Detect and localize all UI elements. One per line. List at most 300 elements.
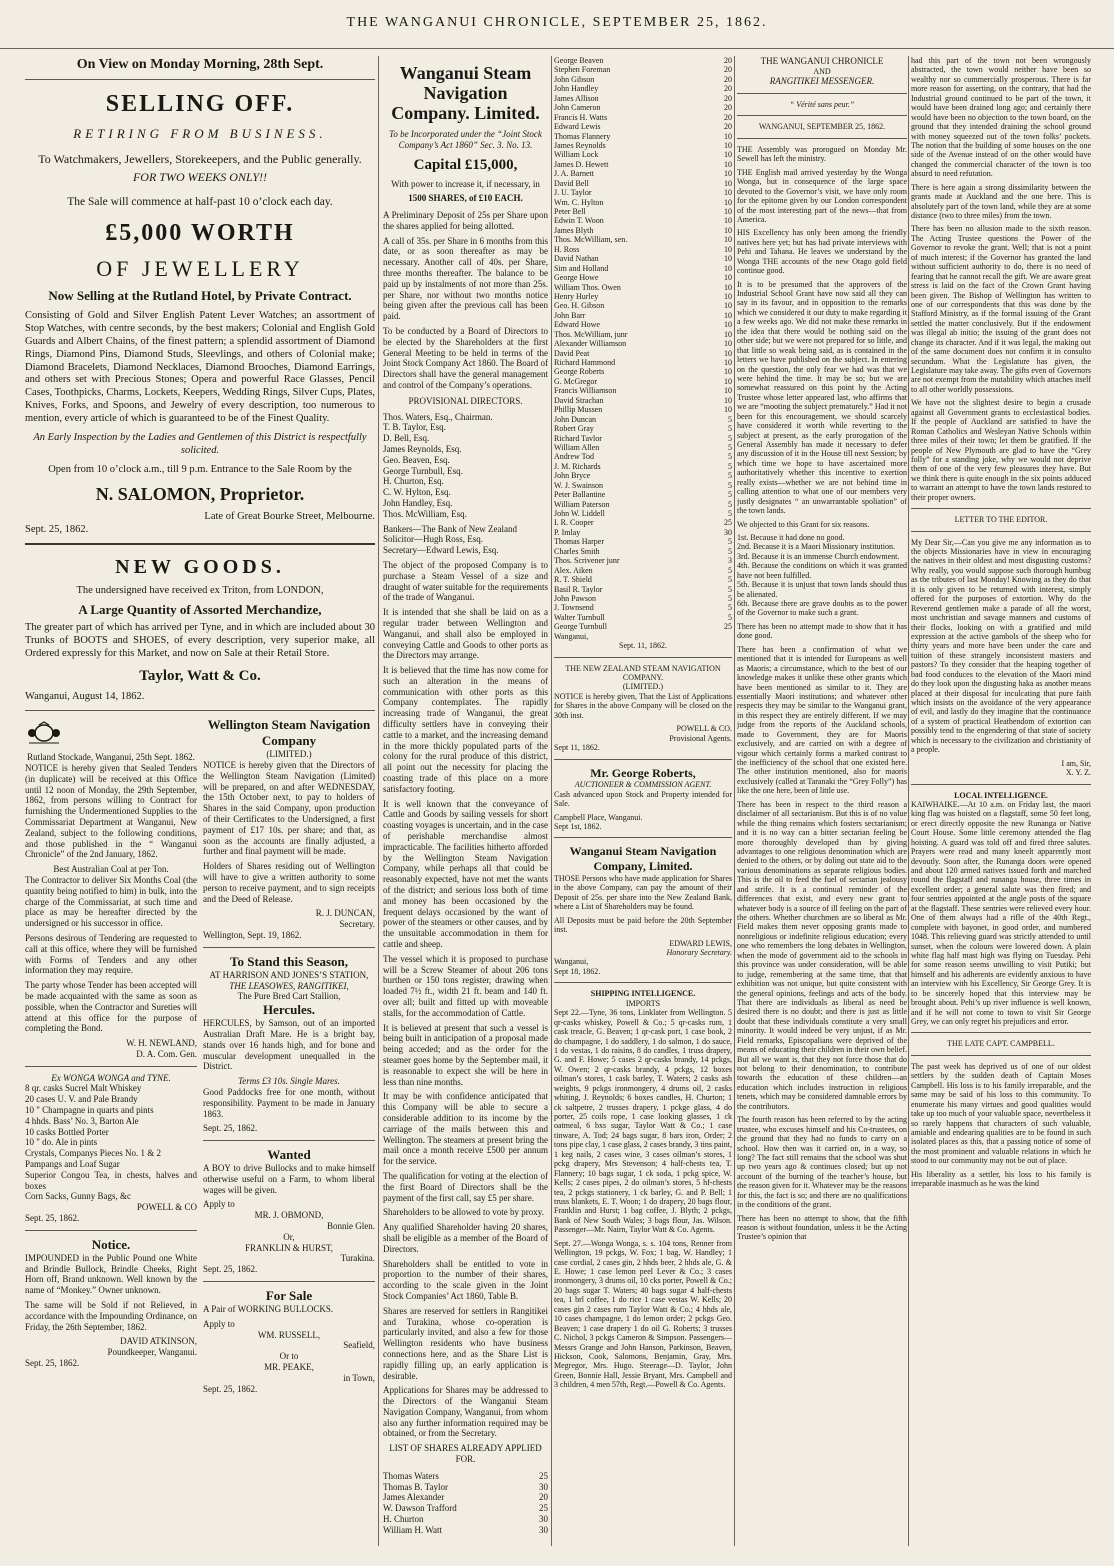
share-row <box>554 311 732 320</box>
editorial-para-10: There has been no attempt to show, that the fifth reason is without foundation, unless it be the Acting Trustee’s opinion that <box>737 1213 907 1242</box>
allowed: Shareholders to be allowed to vote by proxy. <box>383 1207 544 1218</box>
share-row <box>554 339 732 348</box>
list-title: LIST OF SHARES ALREADY APPLIED FOR. <box>389 1443 542 1465</box>
wonga-item: Pampangs and Loaf Sugar <box>25 1159 120 1170</box>
share-name: George Howe <box>554 273 599 283</box>
share-name: P. Imlay <box>554 527 581 537</box>
divider <box>25 543 375 545</box>
jewellery-worth: £5,000 WORTH <box>105 220 295 247</box>
share-row <box>554 254 732 263</box>
selling-now: Now Selling at the Rutland Hotel, by Private Contract. <box>48 287 352 303</box>
nz-powell: POWELL & CO. <box>676 724 732 734</box>
nz-date: Sept 11, 1862. <box>554 743 600 753</box>
duncan-role: Secretary. <box>339 919 375 930</box>
divider <box>554 759 732 760</box>
share-row <box>554 56 732 65</box>
director-item: George Turnbull, Esq. <box>383 465 463 476</box>
wsnc-power: With power to increase it, if necessary, in <box>391 179 540 190</box>
share-row <box>554 509 732 518</box>
divider <box>911 1032 1091 1033</box>
paper-title: THE WANGANUI CHRONICLE <box>760 56 884 66</box>
share-row <box>554 386 732 395</box>
share-row <box>554 320 732 329</box>
share-name: John Barr <box>554 310 586 320</box>
shipping-title: SHIPPING INTELLIGENCE. <box>590 989 696 999</box>
roberts-role: AUCTIONEER & COMMISSION AGENT. <box>574 780 712 790</box>
paddocks: Good Paddocks free for one month, without responsibility. Payment to be made in January 1863. <box>203 1086 375 1119</box>
received: The undersigned have received ex Triton, from LONDON, <box>76 585 324 597</box>
share-row <box>554 405 732 414</box>
provisional-directors: PROVISIONAL DIRECTORS. <box>408 395 523 406</box>
share-amount: 10 <box>724 197 732 207</box>
share-amount: 10 <box>724 358 732 367</box>
share-row <box>554 452 732 461</box>
roberts-body: Cash advanced upon Stock and Property intended for Sale. <box>554 789 732 809</box>
share-name: I. R. Cooper <box>554 518 594 528</box>
share-row <box>554 169 732 178</box>
roberts-title: Mr. George Roberts, <box>590 765 696 780</box>
terms: Terms £3 10s. Single Mares. <box>238 1076 340 1087</box>
share-row <box>554 132 732 141</box>
share-row <box>554 292 732 301</box>
share-name: Phillip Mussen <box>554 405 603 415</box>
share-amount: 5 <box>728 603 732 613</box>
share-name: Richard Hammond <box>554 358 616 367</box>
share-amount: 5 <box>728 442 732 452</box>
share-row <box>554 443 732 452</box>
late-of: Late of Great Bourke Street, Melbourne. <box>204 510 375 522</box>
share-amount: 10 <box>724 140 732 150</box>
share-row <box>554 75 732 84</box>
wsnc-conducted: To be conducted by a Board of Directors to be elected by the Shareholders at the first General Meeting to be held in terms of the Joint Stock Company Act 1860. The Board of Directors shall have the general management and control of the Company’s operations. <box>383 325 548 390</box>
intended: It is intended that she shall be laid on as a regular trader between Wellington and Wanganui, and shall also be employed in conveying Cattle and Goods to other ports as the Directors may arrange. <box>383 607 548 661</box>
wsn-date: Sept 18, 1862. <box>554 966 601 976</box>
share-row <box>554 462 732 471</box>
open-hours: Open from 10 o’clock a.m., till 9 p.m. Entrance to the Sale Room by the <box>48 463 352 475</box>
nz-title: THE NEW ZEALAND STEAM NAVIGATION COMPANY. <box>565 663 721 682</box>
share-row <box>554 330 732 339</box>
director-item: D. Bell, Esq. <box>383 433 430 444</box>
share-row <box>554 301 732 310</box>
share-amount: 10 <box>724 216 732 226</box>
divider <box>203 1281 375 1282</box>
royal-crest-icon <box>25 721 63 745</box>
share-name: W. Dawson Trafford <box>383 1503 457 1514</box>
share-name: Thomas Flannery <box>554 131 611 141</box>
wsnc-title: Wanganui Steam Navigation Company. Limited. <box>391 63 540 123</box>
share-row <box>383 1525 548 1536</box>
wanted-title: Wanted <box>267 1147 311 1163</box>
share-name: James D. Hewett <box>554 159 609 169</box>
proprietor: N. SALOMON, Proprietor. <box>95 483 305 504</box>
share-amount: 20 <box>539 1492 548 1503</box>
motto: “ Vérité sans peur.” <box>789 100 855 110</box>
share-row <box>554 603 732 612</box>
share-name: David Peat <box>554 348 590 358</box>
share-amount: 5 <box>728 480 732 490</box>
share-amount: 10 <box>724 207 732 216</box>
share-row <box>554 226 732 235</box>
share-amount: 5 <box>728 565 732 575</box>
share-row <box>554 566 732 575</box>
share-name: John Bryce <box>554 471 591 481</box>
divider <box>25 1230 197 1231</box>
share-row <box>554 518 732 527</box>
russell-place: Seafield, <box>343 1340 375 1351</box>
share-amount: 5 <box>728 490 732 500</box>
share-amount: 10 <box>724 395 732 405</box>
share-row <box>554 585 732 594</box>
divider <box>737 138 907 139</box>
wsnc-capital: Capital £15,000, <box>413 156 518 173</box>
share-amount: 10 <box>724 150 732 160</box>
selling-off-title: SELLING OFF. <box>105 91 295 118</box>
divider <box>911 531 1091 532</box>
share-row <box>554 273 732 282</box>
leasowes: THE LEASOWES, RANGITIKEI, <box>229 980 349 991</box>
share-amount: 10 <box>724 263 732 273</box>
wellington-notice-2: Holders of Shares residing out of Wellington will have to give a written authority to some person to receive payment, and to sign receipts and the Deed of Release. <box>203 861 375 904</box>
share-name: Walter Turnbull <box>554 612 605 622</box>
letter-sign: I am, Sir, <box>1061 758 1091 768</box>
local-body: KAIWHAIKE.—At 10 a.m. on Friday last, the maori king flag was hoisted on a flagstaff, some 50 feet long, or erect directly opposite the new Runanga or Native Court House. Some little ceremony attended the flag hoisting. A guard was told off and fired three salutes. Prayers were read and many kneelt apparently most devoutly. Soon after, the Runanga doors were opened and about 120 armed natives issued forth and marched round the flagstaff and runanga house, three times in excellent order; a general salute was then fired; and four sentries appointed at the angle posts of the square at the flagstaff. These sentries were relieved every hour. One of them always had a rifle of the 40th Regt., complete with bayonet, in good order, and numbered 1048. This relieving guard was strictly attended to until sunset, when the colours were lowered down. A plain white flag half mast high was flying on Tuesday. Pehi for some reason seems unwilling to visit Putiki; but himself and his adherents are evidently anxious to have an interview with his Excellency, Sir George Grey. It is to be sincerely hoped that this interview may be brought about. Pehi’s up river influence is well known, and if he will not come to town to visit Sir George Grey, we can only regret his prejudices and error. <box>911 799 1091 1026</box>
share-name: John Gibson <box>554 74 595 84</box>
lower-columns <box>25 717 375 1394</box>
share-name: Francis H. Watts <box>554 112 608 122</box>
editorial-para-8: There has been in respect to the third reason a disclaimer of all sectarianism. But this is of no value while the thing remains which fosters sectarianism; and it is no way can a bitter sectarian feeling be more thoroughly developed than by giving advantages to one religious denomination which are denied to the others, or by doling out state aid to the various denominations as separate religious bodies. This is the oil to feed the fuel of sectarian jealousy and strife. It is a continual reminder of the differences that exist, and every new grant to whatever body is a source of ill feeling on the part of the others. Whether churchmen are so liberal as Mr. Field makes them never opposing grants made to nonreligious or indefinite religious education; every one who remembers the long debates in Wellington, when the mode of government aid to the schools in this province was under consideration, will be able to judge, remembering at the same time, that that exhibition was not unique, but quite consistent with the general opinions, feelings and acts of the body. That there are individuals as liberal as need be desired there is no doubt; and there is just as little doubt that these individuals constitute a very small minority. It would indeed be very unjust, if as Mr. Field remarks, Episcopalians were deprived of the means of educating their children in their own belief. But all we want is, that they not force those that do not belong to their denomination, to contribute towards the education of these children—an education which includes instruction in religious tenets, which may be considered damnable errors by the contributors. <box>737 799 907 1111</box>
director-item: James Reynolds, Esq. <box>383 443 462 454</box>
share-row <box>554 65 732 74</box>
share-amount: 5 <box>728 433 732 443</box>
notice-body: IMPOUNDED in the Public Pound one White and Brindle Bullock, Brindle Cheeks, Right Horn off, Brand unknown. Well known by the name of “Monkey.” Owner unknown. <box>25 1252 197 1296</box>
share-amount: 20 <box>724 103 732 113</box>
editorial-para-3: HIS Excellency has only been among the friendly natives here yet; but has had private interviews with Pehi and Tahana. He leaves we understand by the Wonga THE accounts of the new Otago gold field continue good. <box>737 228 907 276</box>
wsnc-call: A call of 35s. per Share in 6 months from this date, or as soon thereafter as may be necessary. Another call of 40s. per Share, three months thereafter. The balance to be paid up by instalments of not more than 25s. per Share, nor without two months notice being given after the previous call has been paid. <box>383 235 548 322</box>
letter-xyz: X. Y. Z. <box>1065 768 1091 778</box>
share-amount: 10 <box>724 178 732 188</box>
vessel: The vessel which it is proposed to purchase will be a Screw Steamer of about 206 tons burthen or 150 tons register, drawing when loaded 7½ ft., width 21 ft. beam and 140 ft. over all; built and fitted up with moveable stalls, for the accommodation of Cattle. <box>383 953 548 1018</box>
share-name: J. M. Richards <box>554 461 601 471</box>
share-amount: 25 <box>539 1503 548 1514</box>
share-row <box>554 179 732 188</box>
share-name: Sim and Holland <box>554 263 609 273</box>
share-amount: 10 <box>724 131 732 141</box>
share-name: J. U. Taylor <box>554 188 592 198</box>
atkinson-role: Poundkeeper, Wanganui. <box>107 1347 197 1358</box>
column-3 <box>554 56 732 1546</box>
letter-title: LETTER TO THE EDITOR. <box>954 515 1048 525</box>
reason-item: 2nd. Because it is a Maori Missionary institution. <box>737 542 895 552</box>
two-weeks: FOR TWO WEEKS ONLY!! <box>132 170 268 185</box>
wsn-lewis: EDWARD LEWIS, <box>669 938 732 948</box>
share-amount: 10 <box>724 376 732 386</box>
reason-item: 1st. Because it had done no good. <box>737 532 845 542</box>
late-title: THE LATE CAPT. CAMPBELL. <box>947 1039 1055 1049</box>
share-name: Peter Ballantine <box>554 490 606 500</box>
share-row <box>554 622 732 631</box>
share-name: John Pawson <box>554 593 597 603</box>
share-row <box>554 424 732 433</box>
date-1: Sept. 25, 1862. <box>25 523 89 535</box>
share-amount: 5 <box>728 546 732 556</box>
share-row <box>554 188 732 197</box>
share-row <box>554 94 732 103</box>
share-name: George Roberts <box>554 367 605 377</box>
roberts-date: Sept 1st, 1862. <box>554 822 602 831</box>
share-amount: 5 <box>728 414 732 424</box>
share-row <box>554 198 732 207</box>
for-sale-body: A Pair of WORKING BULLOCKS. <box>203 1304 334 1315</box>
divider <box>25 710 375 711</box>
late-body: The past week has deprived us of one of our oldest settlers by the sudden death of Captain Moses Campbell. His loss is to his family irreparable, and the same may be said of his loss to this community. To enumerate his many virtues and good qualities would take up too much of your valuable space, nevertheless it so rarely happens that characters of such valuable, amiable and endearing qualities are to be found in such isolated places as this, that a passing notice of some of the most prominent and valuable relations in which he stood to our community may not be out of place. <box>911 1061 1091 1166</box>
divider <box>25 1066 197 1067</box>
share-amount: 10 <box>724 405 732 415</box>
share-name: Richard Tavlor <box>554 433 602 443</box>
share-amount: 5 <box>728 471 732 481</box>
share-amount: 5 <box>728 424 732 434</box>
reason-item: 5th. Because it is unjust that town lands should thus be alienated. <box>737 580 907 599</box>
column-4 <box>737 56 907 1546</box>
share-amount: 30 <box>539 1524 548 1535</box>
wonga-item: 8 qr. casks Sucrel Malt Whiskey <box>25 1083 142 1094</box>
wonga-item: Crystals, Companys Pieces No. 1 & 2 <box>25 1148 161 1159</box>
divider <box>911 784 1091 785</box>
share-name: Thomas Waters <box>383 1470 439 1481</box>
share-row <box>554 575 732 584</box>
firm: Taylor, Watt & Co. <box>139 667 261 684</box>
divider <box>203 947 375 948</box>
column-rule <box>551 56 552 1546</box>
share-name: James Allison <box>554 93 599 103</box>
to-watchmakers: To Watchmakers, Jewellers, Storekeepers, and the Public generally. <box>38 151 362 166</box>
wonga-item: Corn Sacks, Gunny Bags, &c <box>25 1191 131 1202</box>
share-amount: 10 <box>724 348 732 358</box>
date-sale: Sept. 25, 1862. <box>203 1383 258 1394</box>
share-amount: 5 <box>728 593 732 603</box>
nz-limited: (LIMITED.) <box>622 682 664 692</box>
share-row <box>554 556 732 565</box>
share-name: James Reynolds <box>554 140 606 150</box>
share-row <box>383 1492 548 1503</box>
share-row <box>554 396 732 405</box>
wellington-title: Wellington Steam Navigation Company <box>207 717 371 749</box>
editorial-cont-4: We have not the slightest desire to begin a crusade against all Government grants to ecclesiastical bodies. If the people of Auckland are satisfied to have the Roman Catholics and Wesleyan Native Schools within three miles of their town; let them be gratified. If the people of New Plymouth are glad to have the “Grey folly” for a standing joke, why we would not deprive them of one of the very few pleasures they have. But we think there is quite enough in the six points adduced to warrant an attempt to have the town lands restored to their proper owners. <box>911 398 1091 502</box>
share-row <box>554 358 732 367</box>
date-hercules: Sept. 25, 1862. <box>203 1123 258 1134</box>
sale-or: Or to <box>279 1351 299 1362</box>
russell: WM. RUSSELL, <box>257 1329 321 1340</box>
share-name: Charles Smith <box>554 546 600 556</box>
share-name: James Alexander <box>383 1492 445 1503</box>
local-title: LOCAL INTELLIGENCE. <box>954 790 1048 800</box>
share-name: David Strachan <box>554 395 604 405</box>
object: The object of the proposed Company is to purchase a Steam Vessel of a size and draught of water suitable for the requirements of the trade of Wanganui. <box>383 559 548 603</box>
wonga-item: 20 cases U. V. and Pale Brandy <box>25 1094 138 1105</box>
share-amount: 30 <box>539 1481 548 1492</box>
wsn-place: Wanganui, <box>554 957 589 967</box>
share-amount: 10 <box>724 244 732 254</box>
director-item: C. W. Hylton, Esq. <box>383 487 451 498</box>
share-row <box>554 613 732 622</box>
stockade-notice: NOTICE is hereby given that Sealed Tenders (in duplicate) will be received at this Office until 12 noon of Monday, the 29th September, 1862, from persons willing to Contract for furnishing the Undermentioned Supplies to the Commissariat Department at Wanganui, New Zealand, subject to the following conditions, and those published in the “ Wanganui Chronicle” of the 2nd January, 1862. <box>25 762 197 860</box>
share-name: Edward Howe <box>554 320 600 330</box>
column-rule <box>734 56 735 1546</box>
obmond-place: Bonnie Glen. <box>327 1221 375 1232</box>
messenger-title: RANGITIKEI MESSENGER. <box>769 76 875 87</box>
share-amount: 10 <box>724 282 732 292</box>
share-name: Thos. McWilliam, junr <box>554 329 628 339</box>
editorial-para-6: There has been no attempt made to show that it has done good. <box>737 621 907 641</box>
editorial-para-7: There has been a confirmation of what we mentioned that it is intended for Europeans as well as Maoris; a circumstance, which to the best of our knowledge makes it unlike these other grants which have been mentioned as similar to it. They are essentially Maori institutions; and whatever other respects they may be similar to the Wanganui grant, in this respect they are entirely different. If we may judge from the reports of the Auckland schools, made to Government, they are for Maoris exclusively, and are carried on with a degree of vigour which certainly forms a marked contrast to the inefficiency of the school that one existed here. The other institution mentioned, also for maoris exclusively (called at Taranaki the “Grey Folly”) has like the one here, been of little use. <box>737 644 907 796</box>
share-row <box>383 1514 548 1525</box>
date-2: Wanganui, August 14, 1862. <box>25 691 145 703</box>
column-2 <box>383 56 548 1546</box>
share-row <box>554 500 732 509</box>
directors-list <box>383 412 548 520</box>
share-amount: 10 <box>724 310 732 320</box>
share-row <box>554 141 732 150</box>
share-row <box>554 283 732 292</box>
share-name: Geo. H. Gibson <box>554 301 605 311</box>
editorial-para-4: It is to be presumed that the approvers of the Industrial School Grant have now said all they can say in its favour, and in opposition to the remarks which we considered it our duty to make regarding it a few weeks ago. We did not make these remarks in the idea that there would be nothing said on the other side; but we were not prepared for so little, and that little so weak being said, as is contained in the letters we have published on the subject. In entering on the question, the only fear we had was that we were behind the time. It may be so; but we are somewhat reassured on this point by the Acting Trustee whose letter appeared last, who affirms that we are “mooting the subject prematurely.” Had it not been for this encouragement, we should scarcely have considered it worth while reverting to the subject at present, as the early prorogation of the General Assembly has made it necessary to defer any discussion of it in the House till next Session; by which time we hope to have ascertained more authoritatively whether this incentive to exertion really exists—whether we are not behind time in calling attention to what one of our members very justly designates “ an unwarrantable spoliation” of the town lands. <box>737 279 907 516</box>
editorial-para-5: We objected to this Grant for six reasons. <box>737 519 870 529</box>
well-known: It is well known that the conveyance of Cattle and Goods by sailing vessels for short coasting voyages is uncertain, and in the case of perishable merchandise almost impracticable. The facilities hitherto afforded by the Wellington Steam Navigation Company, while perhaps all that could be reasonably expected, have not met the wants of the district; and serious loss both of time and money has been occasioned by the frequent delays occasioned by the want of power of the steamers or other causes, and by the unsuitable accommodation in them for cattle and sheep. <box>383 798 548 950</box>
wellington-limited: (LIMITED.) <box>266 749 312 760</box>
director-item: John Handley, Esq. <box>383 497 453 508</box>
sale-start: The Sale will commence at half-past 10 o’clock each day. <box>67 196 333 209</box>
party-whose: The party whose Tender has been accepted will be made acquainted with the same as soon as possible, when the Contractor and Sureties will attend at this office for the purpose of completing the Bond. <box>25 980 197 1034</box>
share-amount: 10 <box>724 188 732 198</box>
director-item: T. B. Taylor, Esq. <box>383 422 446 433</box>
wonga-item: Superior Congou Tea, in chests, halves and boxes <box>25 1169 197 1191</box>
share-row <box>554 84 732 93</box>
share-amount: 10 <box>724 367 732 377</box>
date-wellington: Wellington, Sept. 19, 1862. <box>203 929 302 940</box>
masthead <box>0 0 1114 49</box>
wsnc-incorporated: To be Incorporated under the “Joint Stock Company’s Act 1860” Sec. 3. No. 13. <box>389 129 542 151</box>
share-row <box>554 235 732 244</box>
qualification: The qualification for voting at the election of the first Board of Directors shall be the payment of the first call, say £5 per share. <box>383 1170 548 1203</box>
share-row <box>554 349 732 358</box>
wonga-item: 4 hhds. Bass’ No. 3, Barton Ale <box>25 1115 139 1126</box>
greater-part: The greater part of which has arrived per Tyne, and in which are included about 30 Trunks of BOOTS and SHOES, of every description, very superior make, all Ordered expressly for this Market, and now on Sale at their Retail Store. <box>25 622 375 660</box>
share-name: Henry Hurley <box>554 291 599 301</box>
director-item: H. Churton, Esq. <box>383 476 444 487</box>
director-item: Thos. McWilliam, Esq. <box>383 508 467 519</box>
column-5 <box>911 56 1091 1546</box>
share-name: J. A. Barnett <box>554 169 594 179</box>
share-amount: 5 <box>728 612 732 622</box>
column-1 <box>25 56 375 1546</box>
share-row <box>554 537 732 546</box>
inspection: An Early Inspection by the Ladies and Gentlemen of this District is respectfully solicited. <box>33 432 367 456</box>
share-row <box>554 122 732 131</box>
franklin-place: Turakina. <box>340 1253 375 1264</box>
share-amount: 10 <box>724 386 732 396</box>
date-wanted: Sept. 25, 1862. <box>203 1264 258 1275</box>
share-list-continued <box>554 56 732 632</box>
share-amount: 10 <box>724 235 732 245</box>
share-name: John Cameron <box>554 103 601 113</box>
list-place: Wanganui, <box>554 631 589 641</box>
share-amount: 10 <box>724 320 732 330</box>
share-name: William Lock <box>554 150 599 160</box>
bankers: Bankers—The Bank of New Zealand <box>383 523 517 534</box>
lower-right <box>203 717 375 1394</box>
believed: It is believed that the time has now come for such an alteration in the means of communication with other ports as this Company contemplates. The rapidly increasing trade of Wanganui, the great difficulty settlers have in conveying their cattle to a market, and the increasing demand in the more thickly populated parts of the colony for the rural produce of this district, all point out the necessity for placing the coasting trade of this place on a more satisfactory footing. <box>383 665 548 794</box>
share-name: William Allen <box>554 442 600 452</box>
share-row <box>554 367 732 376</box>
divider <box>554 982 732 983</box>
share-row <box>554 547 732 556</box>
wonga-item: 10 " Champagne in quarts and pints <box>25 1105 154 1116</box>
share-name: Francis Williamson <box>554 386 617 396</box>
wellington-notice: NOTICE is hereby given that the Directors of the Wellington Steam Navigation (Limited) will be prepared, on and after WEDNESDAY, the 15th October next, to pay to holders of Shares in the said Company, upon production of their Certificates to the Undersigned, a first payment of £17 10s. per share; and that, as soon as the accounts are finally adjusted, a further and final payment will be made. <box>203 760 375 857</box>
wsnc-shares: 1500 SHARES, of £10 EACH. <box>408 193 523 204</box>
divider <box>554 657 732 658</box>
share-amount: 5 <box>728 509 732 518</box>
editorial-para-1: THE Assembly was prorogued on Monday Mr. Sewell has left the ministry. <box>737 144 907 164</box>
share-amount: 10 <box>724 273 732 283</box>
share-amount: 20 <box>724 74 732 84</box>
applications: Applications for Shares may be addressed to the Directors of the Wanganui Steam Navigation Company, Wanganui, from whom also any further information required may be obtained, or from the Secretary. <box>383 1385 548 1439</box>
dateline: WANGANUI, SEPTEMBER 25, 1862. <box>758 122 886 132</box>
share-name: Wm. C. Hylton <box>554 197 604 207</box>
notice-title: Notice. <box>91 1236 131 1252</box>
share-amount: 20 <box>724 122 732 132</box>
director-item: Thos. Waters, Esq., Chairman. <box>383 411 493 422</box>
wsnc-deposit: A Preliminary Deposit of 25s per Share upon the shares applied for being allotted. <box>383 210 548 231</box>
secretary: Secretary—Edward Lewis, Esq. <box>383 545 499 556</box>
share-row <box>554 490 732 499</box>
reason-item: 3rd. Because it is an immense Church endowment. <box>737 551 900 561</box>
jewellery-title: OF JEWELLERY <box>96 255 304 281</box>
reason-item: 6th. Because there are grave doubts as to the power of the Governor to make such a grant. <box>737 599 907 618</box>
share-name: Edwin T. Woon <box>554 216 604 226</box>
share-name: H. Ross <box>554 244 580 254</box>
reason-item: 4th. Because the conditions on which it was granted have not been fulfilled. <box>737 561 907 580</box>
apply-to: Apply to <box>203 1199 235 1210</box>
share-row <box>554 471 732 480</box>
for-sale-title: For Sale <box>265 1288 313 1304</box>
share-name: Robert Gray <box>554 424 594 434</box>
imports-body: Sept 22.—Tyne, 36 tons, Linklater from Wellington. 5 qr-casks whiskey, Powell & Co.; 5 qr-casks rum, 1 cask treacle, G. Beaven; 1 qr-cask port, 1 case book, 2 do champagne, 1 do saddlery, 1 do salmon, 1 do sauce, 1 do vestas, 1 do raisins, 8 do candles, 1 truss drapery, G. and F. Howe; 5 cases 2 qr-casks brandy, 14 pckgs, W. Owen; 2 qr-casks brandy, 4 pckgs, 12 boxes oilman’s stores, 1 cask barley, T. Waters; 2 casks ash weights, 9 pckgs ironmongery, 4 drums oil, 2 casks whiting, J. Reynolds; 6 boxes candles, H. Churton; 1 ck saltpetre, 2 trusses drapery, 1 pckge glass, 4 do porter, 25 coils rope, 1 case looking glasses, 1 ck oatmeal, 6 bxs sugar, Taylor Watt & Co.; 1 case tinware, A. Tod; 24 bags sugar, 8 bars iron, Order; 2 tons pipe clay, 1 case glass, 2 cases brandy, 3 tins paint, 1 keg nails, 2 cases wine, 3 cases oilman’s stores, 1 pckg drapery, Mrs Stevenson; 4 half-chests tea, T. Flannery; 10 bags sugar, 1 ck soda, 1 pckg spice, W. Kells; 2 cases pipes, 2 do oilman’s stores, 5 hf-chests tea, 2 pckgs stationery, 1 ck barley, G. and P. Bell; 1 truss blankets, E. T. Woon; 1 do drapery, 20 bags flour, Franklin and Hurst; 1 bag coffee, J. Blyth; 2 pckgs, Bank of New South Wales; 3 bags flour, Jas. Wilson. Passenger—Mr. Nairn, Taylor Watt & Co. Agents. <box>554 1008 732 1235</box>
share-row <box>383 1503 548 1514</box>
share-name: David Nathan <box>554 254 599 264</box>
share-amount: 25 <box>724 518 732 528</box>
stand-at: AT HARRISON AND JONES’S STATION, <box>209 969 369 980</box>
share-row <box>554 528 732 537</box>
late-body-2: His liberality as a settler, his loss to his family is irreparable inasmuch as he was the kind <box>911 1169 1091 1189</box>
share-amount: 10 <box>724 329 732 339</box>
date-4: Sept. 25, 1862. <box>25 1358 80 1368</box>
new-goods-title: NEW GOODS. <box>115 555 285 578</box>
share-amount: 3 <box>728 556 732 566</box>
large-quantity: A Large Quantity of Assorted Merchandize, <box>78 602 322 618</box>
masthead-title: THE WANGANUI CHRONICLE, SEPTEMBER 25, 1862. <box>346 15 768 30</box>
column-rule <box>908 56 909 1546</box>
share-name: John W. Liddell <box>554 509 605 518</box>
share-list <box>383 1471 548 1536</box>
retiring-subtitle: RETIRING FROM BUSINESS. <box>73 125 327 141</box>
share-row <box>554 207 732 216</box>
share-name: W. J. Swainson <box>554 480 604 490</box>
solicitor: Solicitor—Hugh Ross, Esq. <box>383 534 484 545</box>
share-name: H. Churton <box>383 1514 424 1525</box>
divider <box>911 508 1091 509</box>
share-name: J. Townsend <box>554 603 594 613</box>
editorial-cont-1: had this part of the town not been wrongously abstracted, the town would neither have been so wealthy nor so commercially prosperous. There is far more reason for asserting, on the contrary, that had the Industrial ground continued to be part of the town, it would have been drained long ago; and certainly there would have been no objection to the town board, on the ground that they intended draining the school ground with money squeezed out of the town folks’ pockets. The notion that the building of some houses on the one side of the Avenue instead of on the other would have changed the commercial character of the town is too absurd to need refutation. <box>911 56 1091 179</box>
